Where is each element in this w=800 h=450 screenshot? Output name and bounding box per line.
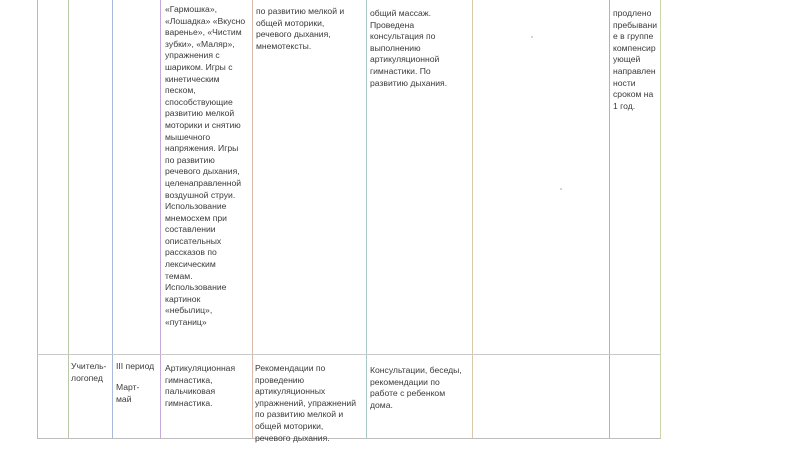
row2-col2-line2: Март- май [116,382,140,404]
column-divider-6 [472,0,473,438]
column-divider-1 [68,0,69,438]
table-border-left [37,0,38,438]
row2-col4-text: Рекомендации по проведению артикуляционных упражнений, упражнений по развитию мелкой и общей моторики, речевого дыхания. [255,363,357,443]
row2-col3-text: Артикуляционная гимнастика, пальчиковая гимнастика. [165,363,236,408]
top-row-col7-text: продлено пребывани е в группе компенсир ующей направлен ности сроком на 1 год. [613,8,658,111]
column-divider-8 [660,0,661,438]
scan-speck [531,36,533,38]
row-divider [37,354,661,355]
row2-col5-text: Консультации, беседы, рекомендации по работе с ребенком дома. [370,365,462,410]
top-row-col4-text: по развитию мелкой и общей моторики, речевого дыхания, мнемотексты. [256,6,345,51]
row2-col2-line1: III период [116,361,155,371]
row2-col1-text: Учитель- логопед [71,361,107,383]
column-divider-7 [609,0,610,438]
column-divider-4 [252,0,253,438]
top-row-col3-text: «Гармошка», «Лошадка» «Вкусно варенье», «Чистим зубки», «Маляр», упражнения с шариком. Игры с кинетическим песком, способствующие развитию мелкой моторики и снятию мышечного напряжения. Игры по развитию речевого дыхания, целенаправленной воздушной струи. Использование мнемосхем при составлении описательных рассказов по лексическим темам. Использование картинок «небылиц», «путаниц» [165,4,246,328]
column-divider-2 [112,0,113,438]
column-divider-3 [160,0,161,438]
scan-speck [560,188,562,190]
top-row-col5-text: общий массаж. Проведена консультация по выполнению артикуляционной гимнастики. По развитию дыхания. [370,8,448,88]
column-divider-5 [366,0,367,438]
